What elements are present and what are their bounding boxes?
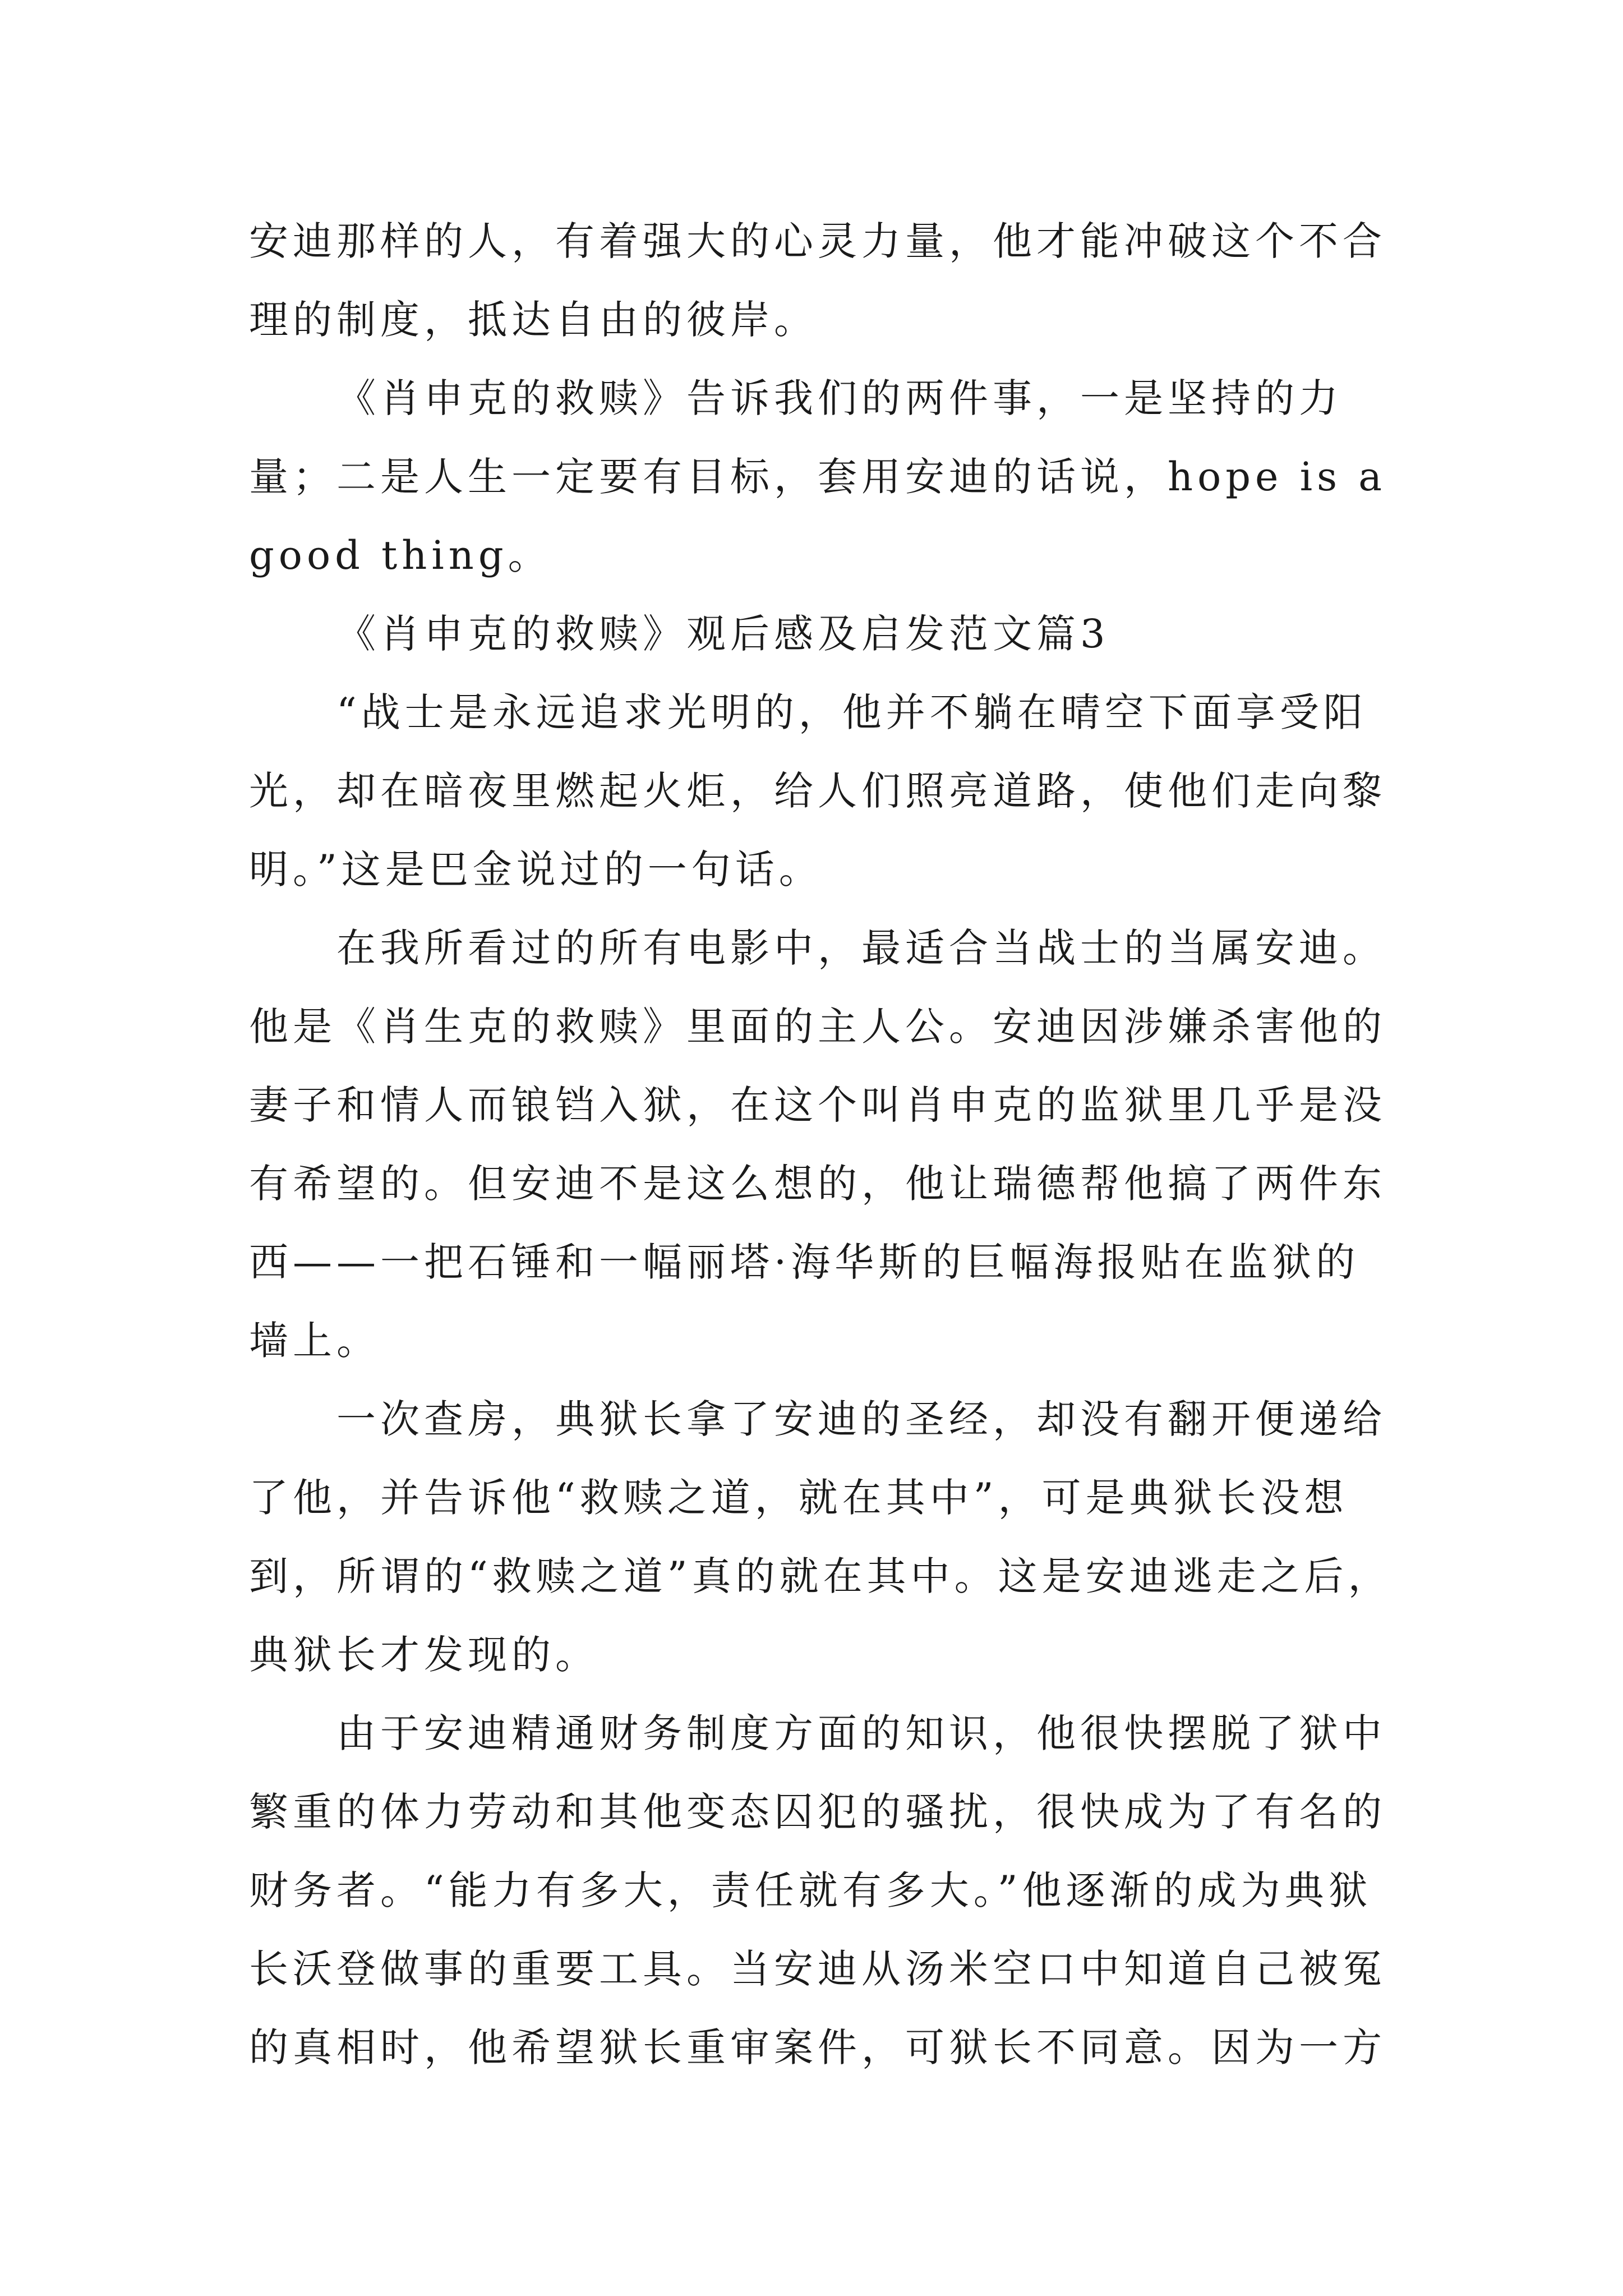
paragraph-1: 安迪那样的人，有着强大的心灵力量，他才能冲破这个不合理的制度，抵达自由的彼岸。: [249, 218, 1386, 343]
document-body: [249, 202, 1399, 2087]
paragraph-6: 由于安迪精通财务制度方面的知识，他很快摆脱了狱中繁重的体力劳动和其他变态囚犯的骚扰，很快成为了有名的财务者。“能力有多大，责任就有多大。”他逐渐的成为典狱长沃登做事的重要工具。当安迪从汤米空口中知道自己被冤的真相时，他希望狱长重审案件，可狱长不同意。因为一方: [249, 1710, 1386, 2070]
paragraph-4: 在我所看过的所有电影中，最适合当战士的当属安迪。他是《肖生克的救赎》里面的主人公。安迪因涉嫌杀害他的妻子和情人而锒铛入狱，在这个叫肖申克的监狱里几乎是没有希望的。但安迪不是这么想的，他让瑞德帮他搞了两件东西——一把石锤和一幅丽塔·海华斯的巨幅海报贴在监狱的墙上。: [249, 925, 1386, 1364]
paragraph-5: 一次查房，典狱长拿了安迪的圣经，却没有翻开便递给了他，并告诉他“救赎之道，就在其中”，可是典狱长没想到，所谓的“救赎之道”真的就在其中。这是安迪逃走之后，典狱长才发现的。: [249, 1396, 1392, 1678]
paragraph-2: 《肖申克的救赎》告诉我们的两件事，一是坚持的力量；二是人生一定要有目标，套用安迪的话说，hope is a good thing。: [249, 375, 1387, 578]
section-heading: 《肖申克的救赎》观后感及启发范文篇3: [336, 611, 1110, 657]
paragraph-3: “战士是永远追求光明的，他并不躺在晴空下面享受阳光，却在暗夜里燃起火炬，给人们照亮道路，使他们走向黎明。”这是巴金说过的一句话。: [249, 689, 1386, 892]
